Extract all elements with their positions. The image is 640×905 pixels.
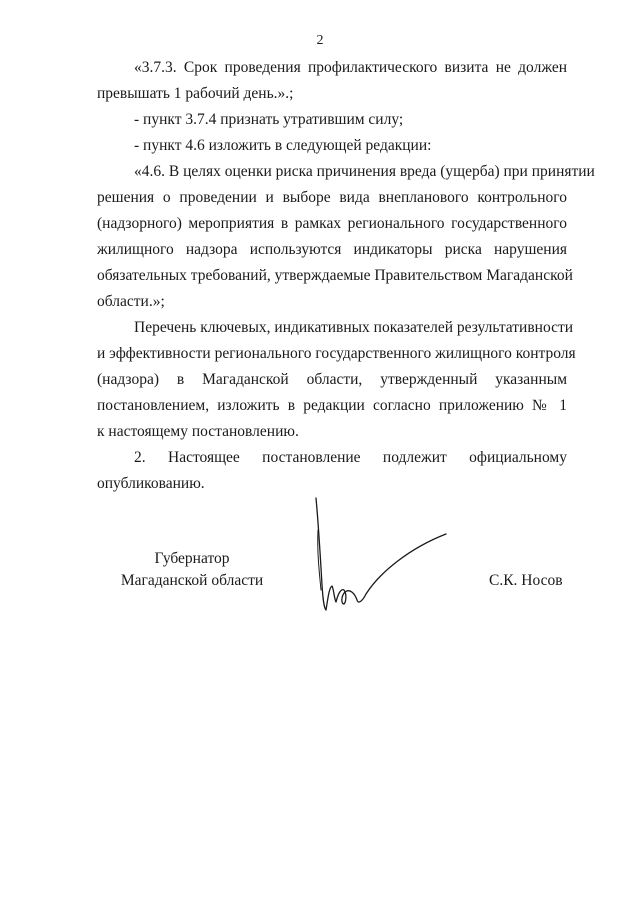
page-number: 2 [316, 33, 324, 48]
paragraph-2-line-2: опубликованию. [97, 475, 205, 492]
paragraph-list-line-2: и эффективности регионального государственного жилищного контроля [97, 345, 576, 362]
item-3-7-4: - пункт 3.7.4 признать утратившим силу; [134, 111, 404, 128]
paragraph-4-6-line-4: жилищного надзора используются индикаторы риска нарушения [97, 241, 567, 258]
paragraph-2-line-1: 2. Настоящее постановление подлежит официальному [134, 449, 567, 466]
paragraph-list-line-3: (надзора) в Магаданской области, утвержденный указанным [97, 371, 567, 388]
paragraph-list-line-5: к настоящему постановлению. [97, 423, 299, 440]
paragraph-3-7-3-line-2: превышать 1 рабочий день.».; [97, 85, 294, 102]
paragraph-list-line-1: Перечень ключевых, индикативных показателей результативности [134, 319, 574, 336]
signature-title-line-1: Губернатор [154, 550, 230, 567]
item-4-6: - пункт 4.6 изложить в следующей редакции: [134, 137, 432, 154]
signature-title-line-2: Магаданской области [120, 572, 264, 589]
paragraph-4-6-line-3: (надзорного) мероприятия в рамках регионального государственного [97, 215, 567, 232]
paragraph-4-6-line-2: решения о проведении и выборе вида внепланового контрольного [97, 189, 567, 206]
handwritten-signature [300, 490, 460, 630]
paragraph-4-6-line-6: области.»; [97, 293, 165, 310]
paragraph-3-7-3-line-1: «3.7.3. Срок проведения профилактического визита не должен [134, 59, 567, 76]
paragraph-4-6-line-1: «4.6. В целях оценки риска причинения вреда (ущерба) при принятии [134, 163, 595, 180]
paragraph-4-6-line-5: обязательных требований, утверждаемые Правительством Магаданской [97, 267, 573, 284]
signer-name: С.К. Носов [489, 572, 563, 589]
paragraph-list-line-4: постановлением, изложить в редакции согласно приложению № 1 [97, 397, 567, 414]
